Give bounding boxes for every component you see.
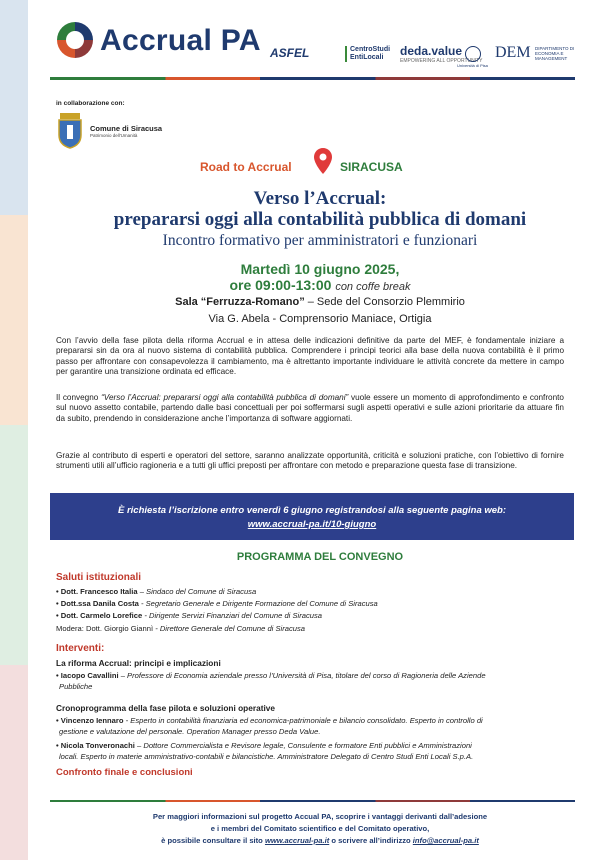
speaker-item (56, 671, 568, 681)
road-label: Road to Accrual (200, 160, 292, 174)
partner-dem-logo: DEM (495, 44, 531, 61)
email-link[interactable]: info@accrual-pa.it (412, 836, 479, 845)
saluti-name: • Dott. Francesco Italia (56, 587, 138, 596)
speaker-role-cont (56, 752, 568, 762)
event-time: ore 09:00-13:00 (229, 277, 332, 293)
partner-deda-logo: deda.value (400, 44, 463, 58)
collaboration-label: in collaborazione con: (56, 100, 125, 107)
saluti-item (56, 611, 568, 621)
registration-link[interactable]: www.accrual-pa.it/10-giugno (247, 519, 377, 530)
header-divider (50, 77, 575, 80)
speaker-role: - Esperto in contabilità finanziaria ed economica-patrimoniale e bilancio consolidato. Esperto in controllo di (123, 716, 483, 725)
closing-heading: Confronto finale e conclusioni (56, 767, 193, 778)
registration-banner (50, 493, 574, 540)
map-pin-icon (314, 148, 332, 174)
subtitle: Incontro formativo per amministratori e funzionari (162, 232, 478, 249)
saluti-name: • Dott. Carmelo Lorefice (56, 611, 143, 620)
speaker-name: • Iacopo Cavallini (56, 671, 119, 680)
footer-line3-mid: o scrivere all’indirizzo (329, 836, 413, 845)
header (55, 20, 575, 76)
saluti-name: • Dott.ssa Danila Costa (56, 599, 139, 608)
topic-heading: Cronoprogramma della fase pilota e soluzioni operative (56, 703, 275, 713)
centro-studi-line2: EntiLocali (350, 54, 384, 61)
interventi-heading: Interventi: (56, 643, 105, 654)
p2-italic: “Verso l’Accrual: prepararsi oggi alla contabilità pubblica di domani” (101, 393, 349, 402)
footer-line1: Per maggiori informazioni sul progetto Accual PA, scoprire i vantaggi derivanti dall’adesione (152, 812, 488, 821)
speaker-item (56, 741, 568, 751)
side-strip-blue (0, 0, 28, 215)
centro-studi-line1: CentroStudi (350, 46, 391, 53)
speaker-name: • Vincenzo Iennaro (56, 716, 124, 725)
comune-subtitle: Patrimonio dell'Umanità (90, 133, 138, 138)
saluti-item (56, 587, 568, 597)
speaker-role-cont (56, 682, 568, 692)
side-strip-pink (0, 665, 28, 860)
pisa-seal-icon (465, 46, 481, 62)
venue-row (30, 296, 610, 308)
convegno-paragraph (56, 393, 564, 424)
event-date: Martedì 10 giugno 2025, (240, 261, 400, 277)
saluti-role: - Dirigente Servizi Finanziari del Comune di Siracusa (142, 611, 323, 620)
saluti-role: - Segretario Generale e Dirigente Formazione del Comune di Siracusa (138, 599, 378, 608)
partner-asfel-logo: ASFEL (270, 46, 310, 60)
speaker-role: – Dottore Commercialista e Revisore legale, Consulente e formatore Enti pubblici e Amministrazioni (134, 741, 472, 750)
topic-heading: La riforma Accrual: principi e implicazioni (56, 658, 221, 668)
dem-sub-line2: ECONOMIA E (535, 51, 564, 56)
venue-address: Via G. Abela - Comprensorio Maniace, Ortigia (208, 313, 432, 325)
moderator-role: - Direttore Generale del Comune di Siracusa (153, 624, 306, 633)
brand-name: Accrual PA (100, 24, 261, 57)
p2-post: vuole essere un momento di approfondimento e confronto sul nuovo assetto contabile, partendo dalle basi concettuali per poi soffermarsi sugli aspetti operativi e sulle azioni prioritarie da attuare fin da subito, prendendo in considerazione anche l’importanza di software aggiornati. (56, 393, 564, 423)
speaker-item (56, 716, 568, 726)
partner-dem-sub (535, 46, 574, 61)
site-link[interactable]: www.accrual-pa.it (264, 836, 330, 845)
intro-paragraph: Con l’avvio della fase pilota della riforma Accrual e in attesa delle indicazioni definitive da parte del MEF, è fondamentale iniziare a prepararsi sin da ora al nuovo sistema di contabilità pubblica. Comprendere i principi teorici alla base della nuova contabilità è il primo passo per affrontare con consapevolezza il cambiamento, ma è altrettanto importante individuare le attività concrete da mettere in campo per garantire una transizione ordinata ed efficace. (56, 336, 564, 377)
event-time-row (30, 277, 610, 293)
side-strip-peach (0, 215, 28, 425)
side-strip-green (0, 425, 28, 665)
footer-line3 (30, 835, 610, 847)
dem-sub-line3: MANAGEMENT (535, 56, 568, 61)
saluti-role: – Sindaco del Comune di Siracusa (137, 587, 257, 596)
partner-deda-tagline: EMPOWERING ALL OPPORTUNITY (400, 58, 483, 64)
p2-pre: Il convegno (56, 393, 102, 402)
speaker-name: • Nicola Tonveronachi (56, 741, 135, 750)
partner-pisa-label: Università di Pisa (457, 63, 488, 68)
footer-line2: e i membri del Comitato scientifico e del Comitato operativo, (210, 824, 430, 833)
program-title: PROGRAMMA DEL CONVEGNO (236, 551, 404, 563)
speaker-role-cont (56, 727, 568, 737)
speaker-role: – Professore di Economia aziendale presso l’Università di Pisa, titolare del corso di Ragioneria delle Aziende (118, 671, 486, 680)
footer-divider (50, 800, 575, 802)
footer-line3-pre: è possibile consultare il sito (161, 836, 265, 845)
comune-name: Comune di Siracusa (90, 124, 163, 133)
title-line2: prepararsi oggi alla contabilità pubblica di domani (113, 209, 527, 230)
contributi-paragraph: Grazie al contributo di esperti e operatori del settore, saranno analizzate opportunità, criticità e soluzioni pratiche, con l’obiettivo di fornire strumenti utili all’ufficio ragioneria e a tutti gli uffici preposti per affrontare con metodo e preparazione questa fase di transizione. (56, 451, 564, 471)
speaker-role-line2: gestione e valutazione del personale. Operation Manager presso Deda Value. (59, 727, 321, 736)
moderator-label: Modera: Dott. Giorgio Giannì (56, 624, 154, 633)
venue-rest: – Sede del Consorzio Plemmirio (304, 296, 465, 308)
title-line1: Verso l’Accrual: (253, 188, 387, 209)
speaker-role-line2: locali. Esperto in materie amministrativo-contabili e bilancistiche. Amministratore Delegato di Centro Studi Enti Locali S.p.A. (59, 752, 474, 761)
venue-name: Sala “Ferruzza-Romano” (175, 296, 305, 308)
partner-centro-studi-logo (345, 46, 390, 62)
dem-sub-line1: DIPARTIMENTO DI (535, 46, 575, 51)
registration-text: È richiesta l’iscrizione entro venerdì 6 giugno registrandosi alla seguente pagina web: (117, 505, 506, 516)
moderator-row (56, 624, 568, 634)
event-time-note: con coffe break (335, 281, 411, 293)
siracusa-crest-icon (56, 113, 84, 149)
city-label: SIRACUSA (340, 160, 403, 174)
accrual-logo-icon (55, 20, 95, 60)
saluti-item (56, 599, 568, 609)
speaker-role-line2: Pubbliche (59, 682, 93, 691)
saluti-heading: Saluti istituzionali (56, 572, 142, 583)
